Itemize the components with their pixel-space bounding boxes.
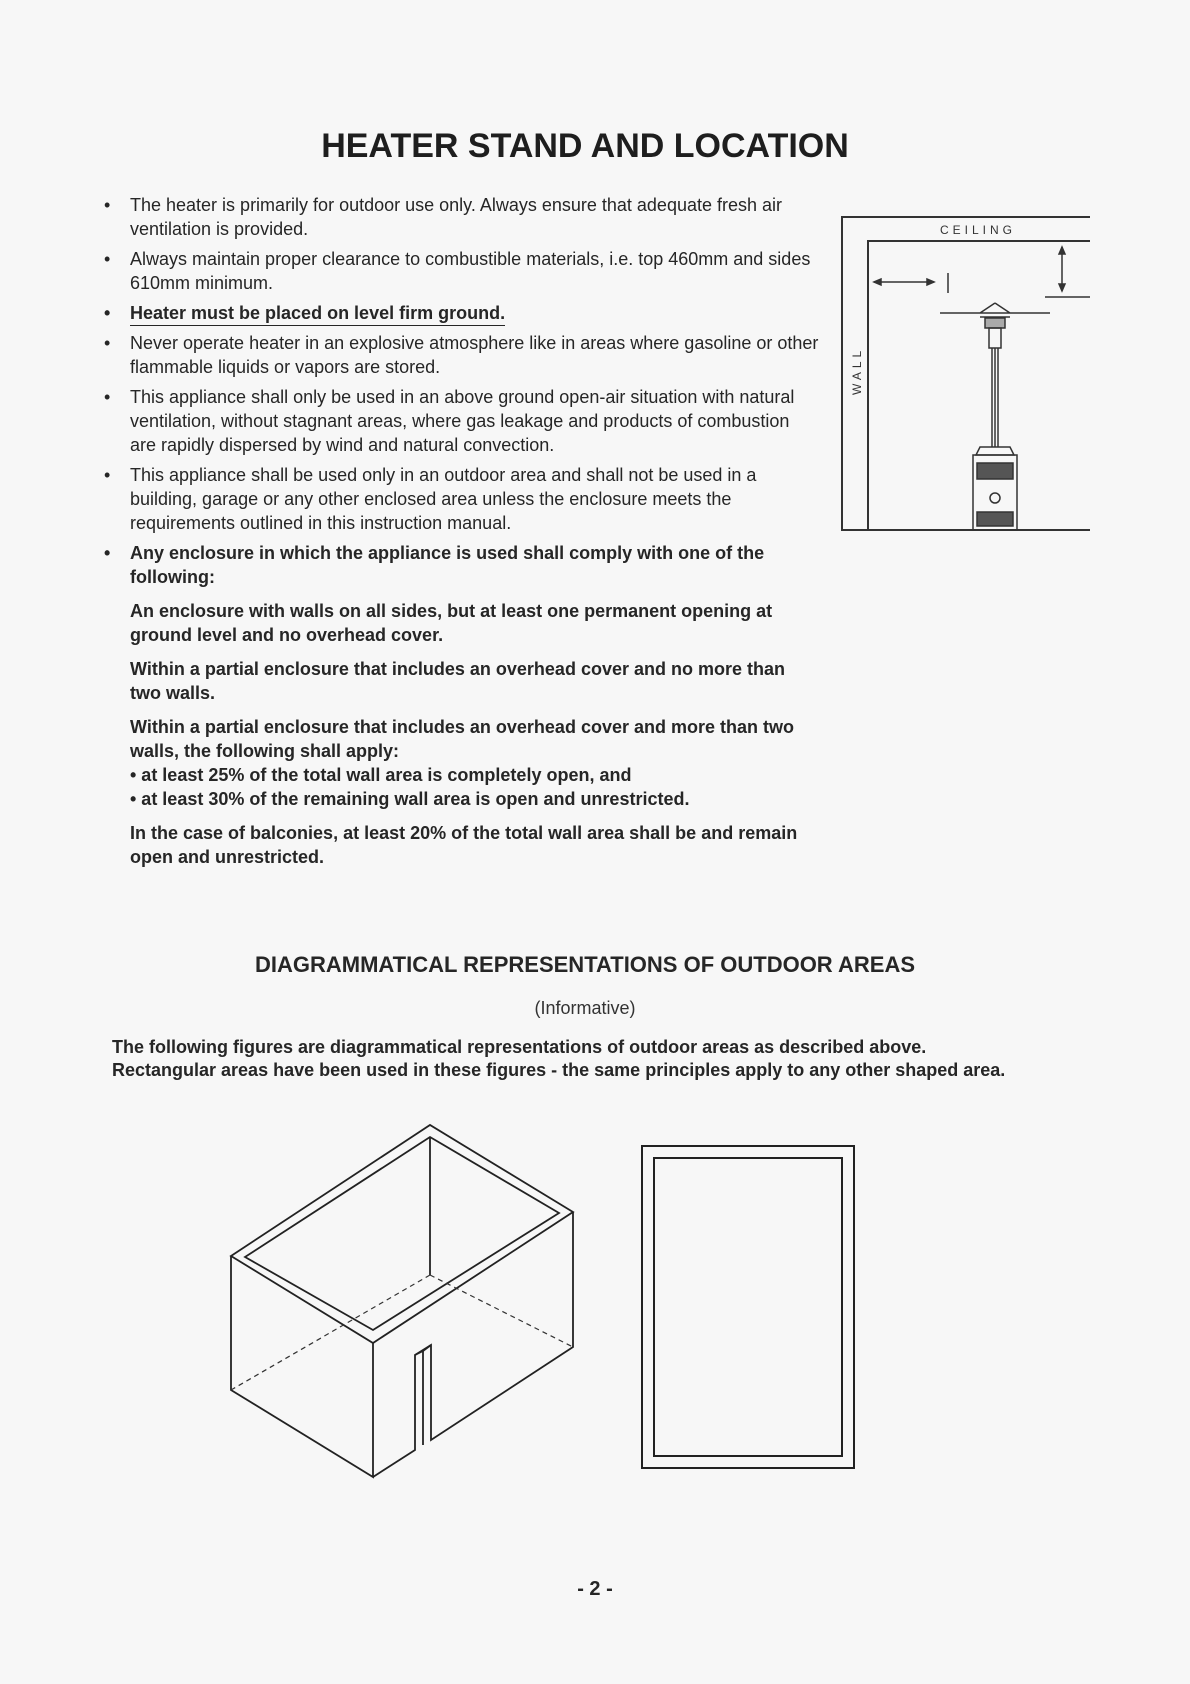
bullet-text: Never operate heater in an explosive atmosphere like in areas where gasoline or other flammable liquids or vapors are stored. — [130, 333, 819, 377]
bullet-item — [100, 301, 820, 325]
bullet-item — [100, 541, 820, 589]
patio-heater-icon — [940, 303, 1050, 530]
informative-note: (Informative) — [534, 998, 636, 1018]
bullet-item — [100, 193, 820, 241]
top-clearance-arrow — [1045, 247, 1090, 297]
ceiling-label: CEILING — [940, 223, 1017, 237]
condition-2: Within a partial enclosure that includes an overhead cover and no more than two walls. — [130, 659, 785, 703]
bullet-text: This appliance shall be used only in an outdoor area and shall not be used in a building, garage or any other enclosed area unless the enclosure meets the requirements outlined in this instruction manual. — [130, 465, 757, 533]
condition-1: An enclosure with walls on all sides, but at least one permanent opening at ground level and no overhead cover. — [130, 601, 773, 645]
bullet-text: The heater is primarily for outdoor use only. Always ensure that adequate fresh air ventilation is provided. — [130, 195, 783, 239]
bullet-text: Always maintain proper clearance to combustible materials, i.e. top 460mm and sides 610mm minimum. — [130, 249, 811, 293]
intro-paragraph: The following figures are diagrammatical representations of outdoor areas as described above. Rectangular areas have been used in these figures - the same principles apply to any other shaped area. — [112, 1037, 1006, 1080]
enclosure-plan-diagram — [640, 1144, 860, 1474]
bullet-list — [100, 193, 820, 879]
page-number: - 2 - — [577, 1578, 613, 1600]
bullet-item — [100, 331, 820, 379]
condition-3a: • at least 25% of the total wall area is completely open, and — [130, 765, 632, 785]
bullet-dot: • — [104, 249, 111, 269]
bullet-text: This appliance shall only be used in an above ground open-air situation with natural ventilation, without stagnant areas, where gas leakage and products of combustion are rapidly dispersed by wind and natural convection. — [130, 387, 795, 455]
wall-label: WALL — [850, 346, 864, 395]
clearance-diagram — [840, 215, 1100, 535]
bullet-dot: • — [104, 303, 111, 323]
bullet-item — [100, 463, 820, 535]
bullet-dot: • — [104, 333, 111, 353]
condition-4: In the case of balconies, at least 20% of the total wall area shall be and remain open and unrestricted. — [130, 823, 798, 867]
bullet-dot: • — [104, 465, 111, 485]
bullet-text: Any enclosure in which the appliance is used shall comply with one of the following: — [130, 543, 765, 587]
page-title: HEATER STAND AND LOCATION — [321, 127, 849, 165]
bullet-dot: • — [104, 543, 111, 563]
section-title: DIAGRAMMATICAL REPRESENTATIONS OF OUTDOOR AREAS — [255, 952, 915, 977]
bullet-text: Heater must be placed on level firm ground. — [130, 303, 505, 326]
bullet-item — [100, 385, 820, 457]
enclosure-isometric-diagram — [225, 1115, 585, 1480]
condition-3-text: Within a partial enclosure that includes an overhead cover and more than two walls, the following shall apply: — [130, 717, 794, 761]
side-clearance-arrow — [874, 273, 948, 293]
condition-3 — [100, 715, 820, 811]
bullet-dot: • — [104, 387, 111, 407]
bullet-item — [100, 247, 820, 295]
bullet-dot: • — [104, 195, 111, 215]
condition-3b: • at least 30% of the remaining wall area is open and unrestricted. — [130, 789, 690, 809]
